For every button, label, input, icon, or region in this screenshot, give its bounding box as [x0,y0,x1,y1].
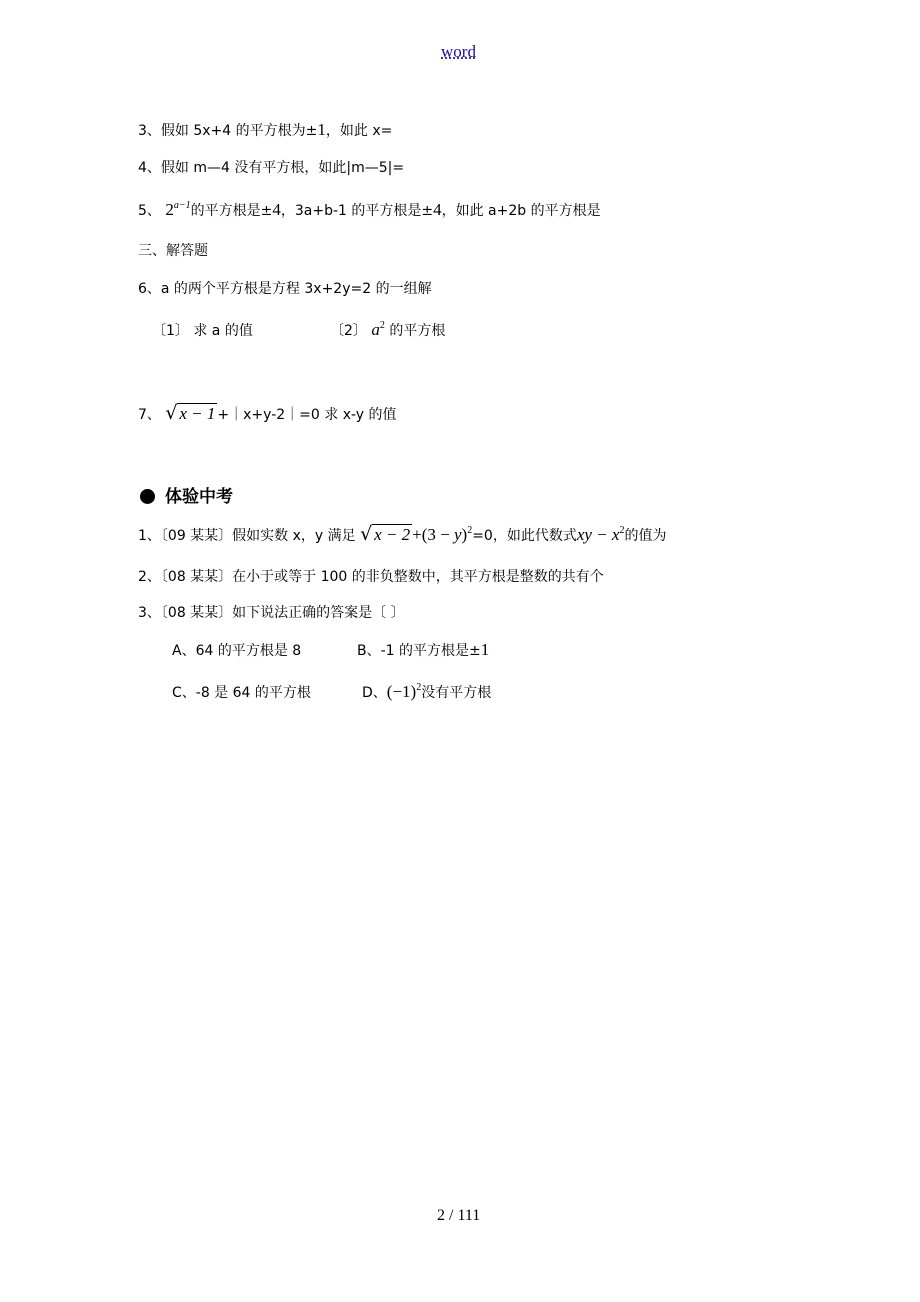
question-3-value: 1 [317,120,326,139]
page-number: 2 / 111 [437,1207,481,1224]
option-d-exp: 2 [416,682,422,693]
question-5 [138,200,601,220]
question-5-value-1: 4 [272,200,281,219]
question-6-part-2-var: a [371,320,380,339]
question-6 [138,278,432,298]
option-b-value: 1 [480,640,490,659]
option-d-label: D、 [362,685,387,701]
question-4 [138,157,404,177]
question-6-part-2-exp: 2 [379,320,385,331]
exam-question-1 [138,525,666,545]
exam-question-1-end: 的值为 [624,528,667,544]
question-3-suffix: ，如此 x= [325,123,393,139]
question-3 [138,120,392,140]
exam-question-1-mid: +(3 − [412,525,454,544]
question-6-text: 6、a 的两个平方根是方程 3x+2y=2 的一组解 [138,281,432,297]
question-7-radical: √ x − 1 [165,402,216,424]
exam-question-1-y: y [453,525,462,544]
exam-question-1-radical: √ x − 2 [360,523,411,545]
exam-question-1-close: ) [461,525,468,544]
exam-question-1-expr: xy − x [576,525,620,544]
question-7-rest: +｜x+y-2｜=0 求 x-y 的值 [217,407,397,423]
option-a: A、64 的平方根是 8 [172,643,302,659]
question-5-value-2: 4 [433,200,442,219]
question-7-number: 7、 [138,407,161,423]
exam-question-2: 2、〔08 某某〕在小于或等于 100 的非负整数中，其平方根是整数的共有个 [138,569,604,585]
question-6-part-2-label: 〔2〕 [330,323,367,339]
question-6-part-1: 〔1〕 求 a 的值 [152,323,253,339]
question-5-end: ，如此 a+2b 的平方根是 [441,203,601,219]
option-d-expr: (−1) [386,682,417,701]
question-6-part-2-suffix: 的平方根 [389,323,446,339]
question-3-text: 3、假如 5x+4 的平方根为± [138,123,318,139]
exam-question-1-exp: 2 [467,525,473,536]
question-4-text: 4、假如 m—4 没有平方根，如此|m—5|= [138,160,405,176]
option-d [362,682,491,702]
section-heading-answers: 三、解答题 [138,243,208,259]
question-5-mid: 的平方根是± [190,203,273,219]
exam-question-1-prefix: 1、〔09 某某〕假如实数 x，y 满足 [138,528,356,544]
question-5-rest: ，3a+b-1 的平方根是± [280,203,434,219]
exam-section-title: 体验中考 [165,487,233,507]
exam-question-1-radicand: x − 2 [374,525,411,544]
bullet-icon [140,489,155,504]
exam-question-1-eq: =0，如此代数式 [472,528,577,544]
option-b-text: B、-1 的平方根是± [357,643,481,659]
question-6-part-2 [330,320,445,340]
exam-question-1-exp2: 2 [619,525,625,536]
question-5-base: 2 [165,200,174,219]
question-7 [138,404,397,424]
question-5-exponent: a−1 [173,200,191,211]
header-word-link[interactable]: word [441,42,476,61]
exam-question-3: 3、〔08 某某〕如下说法正确的答案是〔 〕 [138,605,405,621]
option-d-suffix: 没有平方根 [421,685,492,701]
option-c: C、-8 是 64 的平方根 [172,685,311,701]
question-7-radicand: x − 1 [179,404,216,423]
option-b [357,640,489,660]
question-5-number: 5、 [138,203,161,219]
exam-section-heading [140,482,233,507]
